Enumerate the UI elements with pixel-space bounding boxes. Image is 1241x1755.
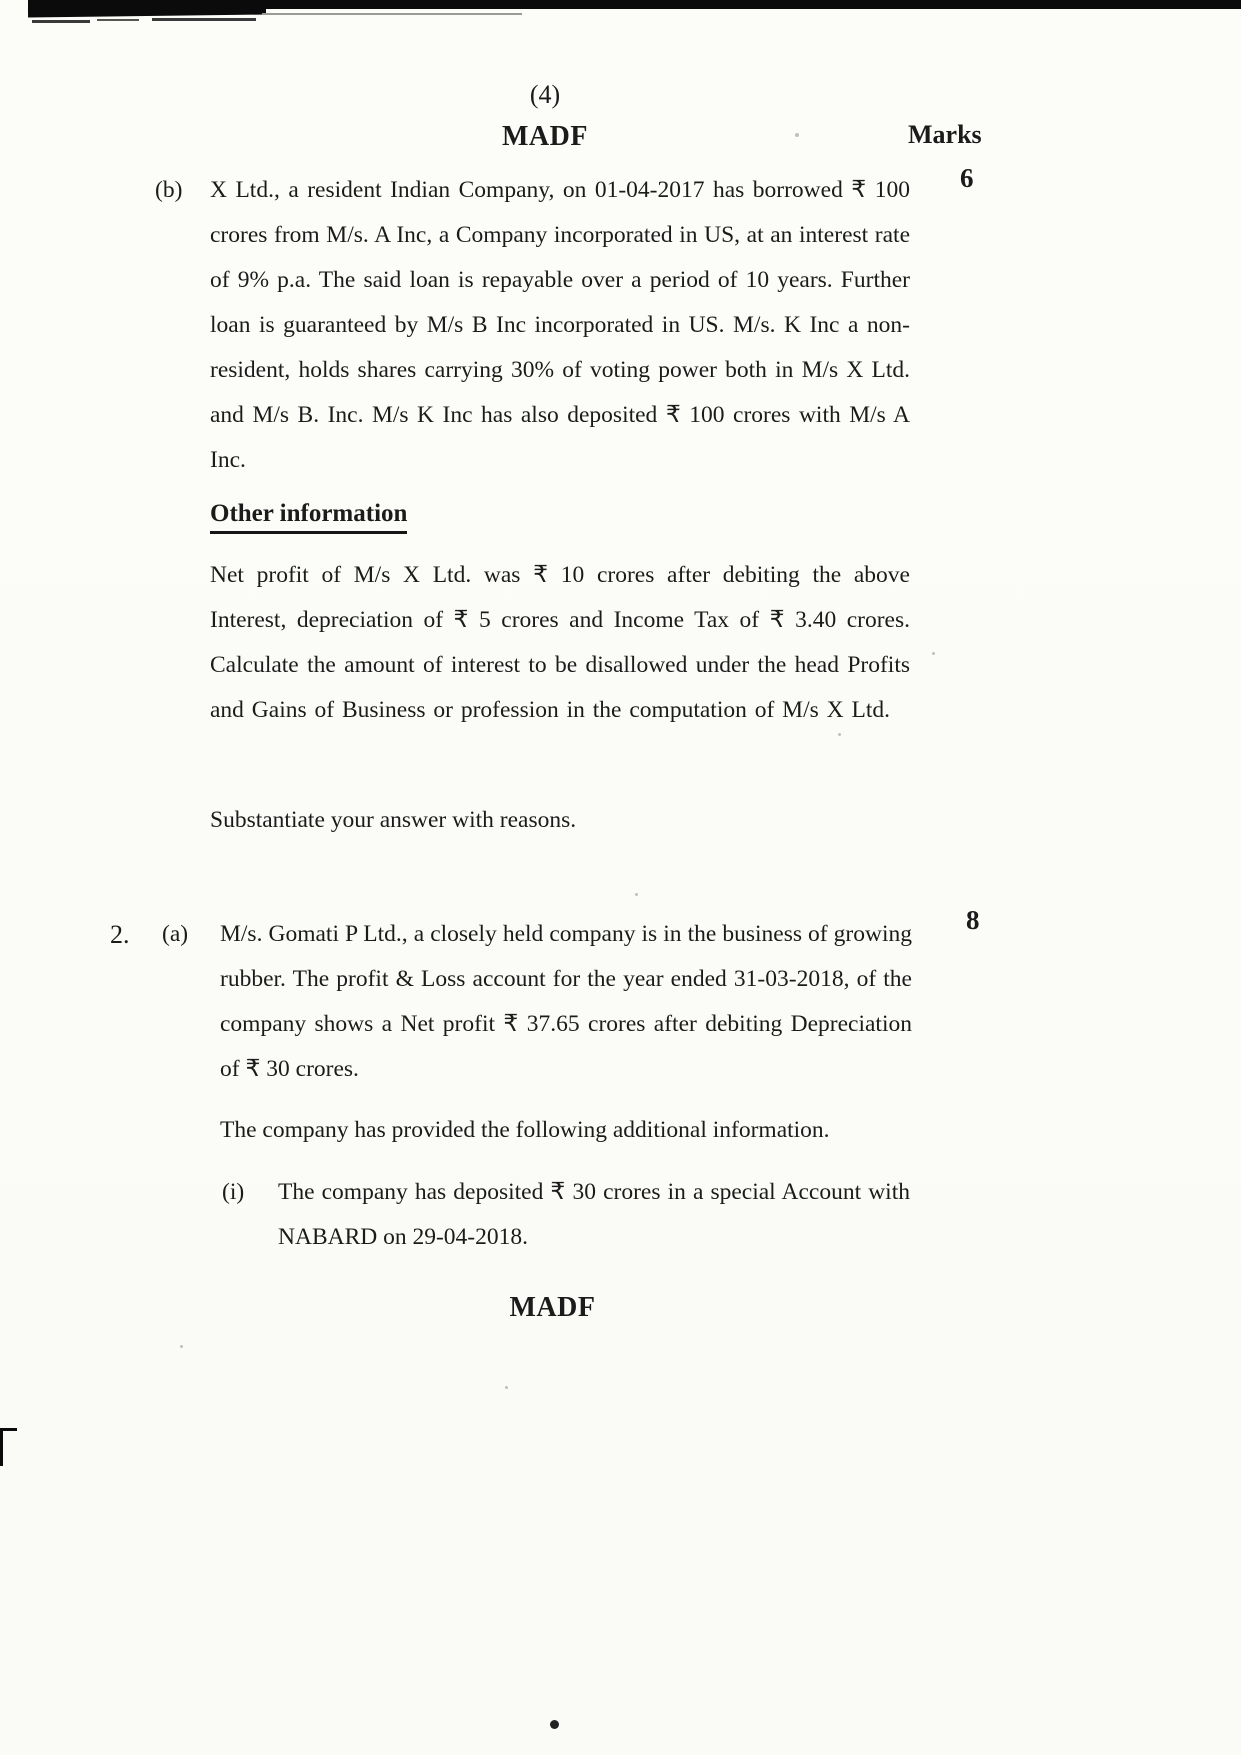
scan-speck (180, 1345, 183, 1348)
question-1b-marks: 6 (960, 163, 974, 193)
other-information-text: Net profit of M/s X Ltd. was ₹ 10 crores after debiting the above Interest, depreciation of ₹ 5 crores and Income Tax of ₹ 3.40 crores. Calculate the amount of interest to be disallowed under the head Profits and Gains of Business or profession in the computation of M/s X Ltd. (210, 562, 910, 723)
scan-artifact-dash (97, 19, 139, 21)
question-2a-marks: 8 (966, 905, 980, 935)
scan-speck (932, 652, 935, 655)
scan-artifact-bottom-dot (550, 1720, 559, 1729)
question-2-number: 2. (110, 920, 130, 949)
question-2a-text: M/s. Gomati P Ltd., a closely held company is in the business of growing rubber. The profit & Loss account for the year ended 31-03-2018, of the company shows a Net profit ₹ 37.65 crores after debiting Depreciation of ₹ 30 crores. (220, 921, 912, 1082)
additional-info-intro: The company has provided the following additional information. (220, 1117, 830, 1143)
scan-speck (505, 1386, 508, 1389)
scan-artifact-top-bar-left (28, 5, 266, 18)
question-2a-label: (a) (162, 921, 189, 947)
page-number: (4) (529, 80, 561, 109)
scan-speck (838, 733, 841, 736)
page-header-title: MADF (502, 121, 588, 152)
marks-column-label: Marks (908, 120, 982, 149)
scan-speck (635, 893, 638, 896)
list-item-i-text: The company has deposited ₹ 30 crores in a special Account with NABARD on 29-04-2018. (278, 1179, 910, 1250)
scan-artifact-dash (152, 18, 256, 21)
scan-artifact-dash (32, 20, 90, 23)
other-information-heading: Other information (210, 500, 407, 534)
scan-artifact-left-edge-mark (0, 1428, 3, 1466)
list-item-i-label: (i) (222, 1179, 245, 1205)
question-1b-label: (b) (155, 177, 183, 203)
page-footer-title: MADF (509, 1292, 596, 1323)
substantiate-note: Substantiate your answer with reasons. (210, 807, 577, 833)
scan-artifact-faint-line (262, 13, 522, 15)
question-1b-text: X Ltd., a resident Indian Company, on 01-04-2017 has borrowed ₹ 100 crores from M/s. A Inc, a Company incorporated in US, at an interest rate of 9% p.a. The said loan is repayable over a period of 10 years. Further loan is guaranteed by M/s B Inc incorporated in US. M/s. K Inc a non-resident, holds shares carrying 30% of voting power both in M/s X Ltd. and M/s B. Inc. M/s K Inc has also deposited ₹ 100 crores with M/s A Inc. (210, 177, 910, 473)
